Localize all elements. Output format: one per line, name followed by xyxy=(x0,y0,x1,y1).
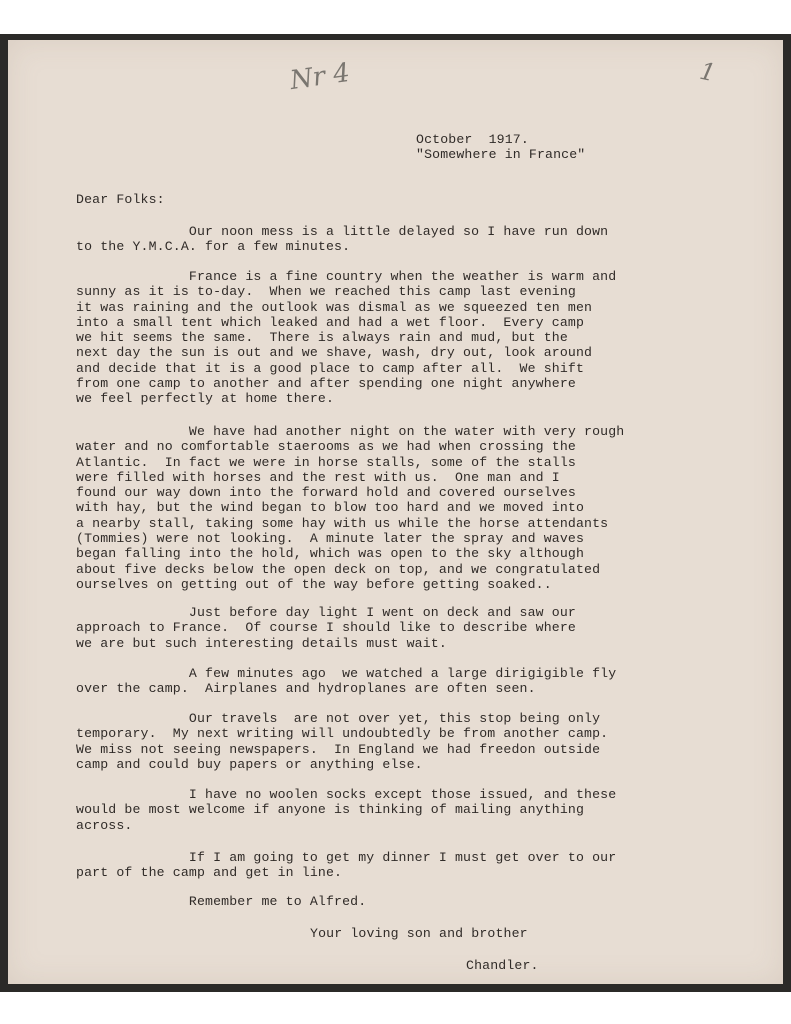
paragraph-dinner: If I am going to get my dinner I must get over to our part of the camp and get in line. xyxy=(76,850,617,881)
paragraph-travels: Our travels are not over yet, this stop being only temporary. My next writing will undoubtedly be from another camp. We miss not seeing newspapers. In England we had freedon outside camp and could buy papers or anything else. xyxy=(76,711,609,772)
handwritten-page-number: 1 xyxy=(697,56,719,88)
dateline: October 1917. "Somewhere in France" xyxy=(416,132,586,163)
paragraph-approach-to-france: Just before day light I went on deck and saw our approach to France. Of course I should like to describe where we are but such interesting details must wait. xyxy=(76,605,576,651)
paragraph-remember-alfred: Remember me to Alfred. xyxy=(76,894,367,909)
paragraph-dirigible: A few minutes ago we watched a large dirigigible fly over the camp. Airplanes and hydroplanes are often seen. xyxy=(76,666,617,697)
closing-line: Your loving son and brother xyxy=(310,926,528,941)
paragraph-noon-mess: Our noon mess is a little delayed so I have run down to the Y.M.C.A. for a few minutes. xyxy=(76,224,609,255)
paragraph-woolen-socks: I have no woolen socks except those issued, and these would be most welcome if anyone is thinking of mailing anything across. xyxy=(76,787,617,833)
signature: Chandler. xyxy=(466,958,539,973)
paragraph-france-weather: France is a fine country when the weather is warm and sunny as it is to-day. When we reached this camp last evening it was raining and the outlook was dismal as we squeezed ten men into a small tent which leaked and had a wet floor. Every camp we hit seems the same. There is always rain and mud, but the next day the sun is out and we shave, wash, dry out, look around and decide that it is a good place to camp after all. We shift from one camp to another and after spending one night anywhere we feel perfectly at home there. xyxy=(76,269,617,407)
handwritten-archive-number: Nr 4 xyxy=(288,57,352,97)
salutation: Dear Folks: xyxy=(76,192,165,207)
paragraph-night-on-water: We have had another night on the water with very rough water and no comfortable staerooms as we had when crossing the Atlantic. In fact we were in horse stalls, some of the stalls were filled with horses and the rest with us. One man and I found our way down into the forward hold and covered ourselves with hay, but the wind began to blow too hard and we moved into a nearby stall, taking some hay with us while the horse attendants (Tommies) were not looking. A minute later the spray and waves began falling into the hold, which was open to the sky although about five decks below the open deck on top, and we congratulated ourselves on getting out of the way before getting soaked.. xyxy=(76,424,625,592)
